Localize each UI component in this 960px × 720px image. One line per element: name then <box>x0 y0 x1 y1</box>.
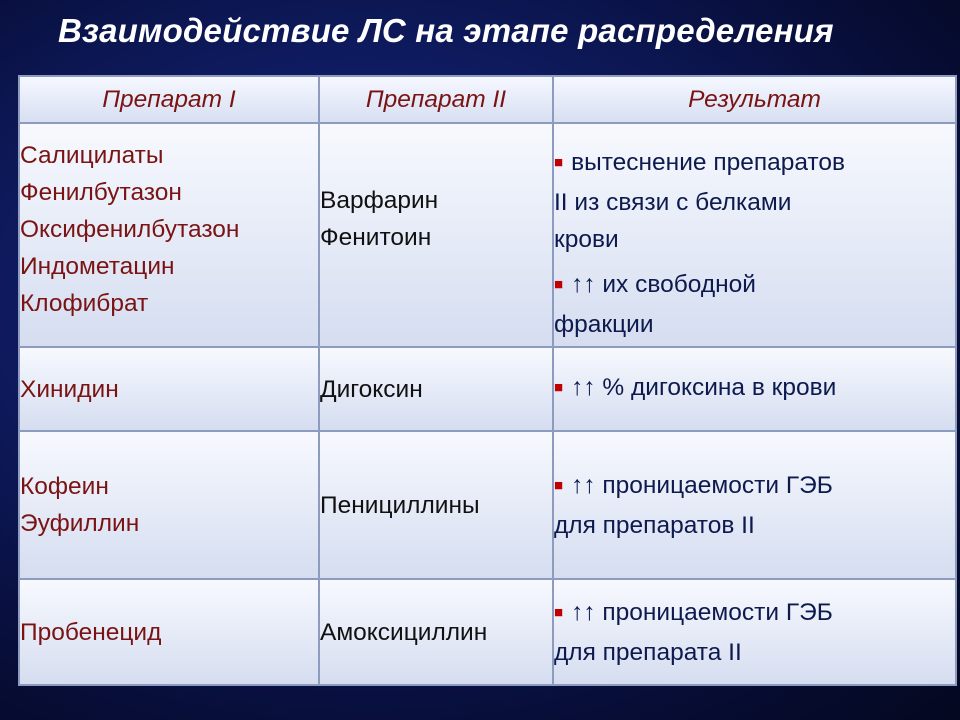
header-drug-1: Препарат I <box>19 76 319 123</box>
header-result: Результат <box>553 76 956 123</box>
result-item <box>554 144 955 258</box>
result-cell <box>553 579 956 685</box>
drug-name: Фенилбутазон <box>20 179 182 206</box>
result-text: крови <box>554 226 619 253</box>
drug1-cell <box>19 579 319 685</box>
bullet-icon: ■ <box>554 603 564 621</box>
drug-name: Хинидин <box>20 375 119 403</box>
drug2-cell <box>319 123 553 347</box>
drug2-cell <box>319 579 553 685</box>
bullet-icon: ■ <box>554 276 564 293</box>
result-text: ↑↑ % дигоксина в крови <box>571 374 837 401</box>
drug2-cell <box>319 431 553 579</box>
drug-name: Салицилаты <box>20 142 164 169</box>
result-text: для препарата II <box>554 638 742 666</box>
result-text: ↑↑ их свободной <box>571 271 756 298</box>
slide-title: Взаимодействие ЛС на этапе распределения <box>58 12 834 49</box>
drug-name: Пенициллины <box>320 491 480 519</box>
result-text: фракции <box>554 311 654 338</box>
drug1-cell <box>19 123 319 347</box>
drug-name: Фенитоин <box>320 224 432 251</box>
drug2-cell <box>319 347 553 431</box>
result-text: II из связи с белками <box>554 189 792 216</box>
drug-name: Варфарин <box>320 187 439 214</box>
header-drug-2: Препарат II <box>319 76 553 123</box>
interaction-table <box>18 75 957 686</box>
result-text: ↑↑ проницаемости ГЭБ <box>571 598 833 626</box>
result-item <box>554 266 955 343</box>
result-cell <box>553 347 956 431</box>
result-cell <box>553 431 956 579</box>
drug-name: Индометацин <box>20 253 175 280</box>
drug1-cell <box>19 431 319 579</box>
result-text: для препаратов II <box>554 511 755 539</box>
drug-name: Амоксициллин <box>320 618 488 646</box>
drug-name: Клофибрат <box>20 290 149 317</box>
bullet-icon: ■ <box>554 476 564 494</box>
table-row <box>19 347 956 431</box>
result-text: ↑↑ проницаемости ГЭБ <box>571 471 833 499</box>
table-row <box>19 123 956 347</box>
bullet-icon: ■ <box>554 379 564 396</box>
drug1-cell <box>19 347 319 431</box>
drug-name: Эуфиллин <box>20 510 140 537</box>
result-text: вытеснение препаратов <box>571 149 846 176</box>
result-cell <box>553 123 956 347</box>
table-row <box>19 579 956 685</box>
drug-name: Пробенецид <box>20 618 162 646</box>
table-row <box>19 431 956 579</box>
drug-name: Кофеин <box>20 473 109 500</box>
drug-name: Оксифенилбутазон <box>20 216 240 243</box>
bullet-icon: ■ <box>554 154 564 171</box>
drug-name: Дигоксин <box>320 375 423 403</box>
table-header-row <box>19 76 956 123</box>
